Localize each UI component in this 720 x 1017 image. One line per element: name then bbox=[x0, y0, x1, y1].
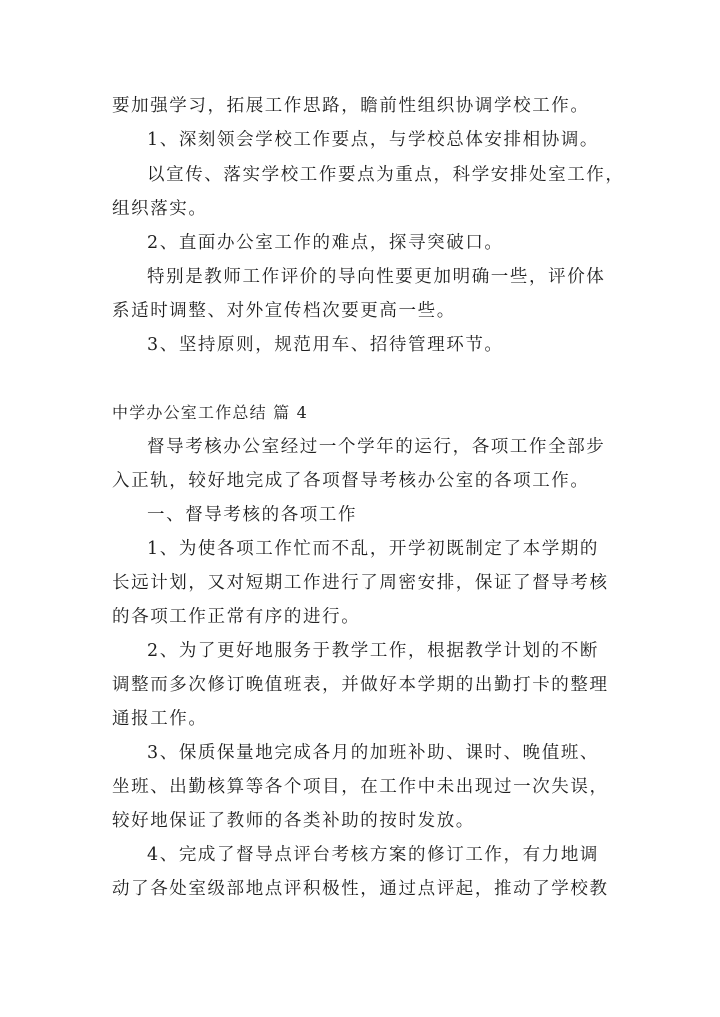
paragraph-line: 动了各处室级部地点评积极性，通过点评起，推动了学校教 bbox=[112, 879, 609, 899]
paragraph-line: 坐班、出勤核算等各个项目，在工作中未出现过一次失误， bbox=[112, 777, 609, 797]
paragraph-line: 要加强学习，拓展工作思路，瞻前性组织协调学校工作。 bbox=[112, 96, 590, 116]
paragraph-line: 调整而多次修订晚值班表，并做好本学期的出勤打卡的整理 bbox=[112, 675, 609, 695]
paragraph-line: 系适时调整、对外宣传档次要更高一些。 bbox=[112, 301, 456, 321]
paragraph-line: 一、督导考核的各项工作 bbox=[147, 505, 358, 525]
paragraph-line: 以宣传、落实学校工作要点为重点，科学安排处室工作， bbox=[147, 165, 625, 185]
paragraph-line: 长远计划，又对短期工作进行了周密安排，保证了督导考核 bbox=[112, 573, 609, 593]
paragraph-line: 督导考核办公室经过一个学年的运行，各项工作全部步 bbox=[147, 437, 606, 457]
paragraph-line: 3、坚持原则，规范用车、招待管理环节。 bbox=[147, 335, 504, 355]
paragraph-line: 2、直面办公室工作的难点，探寻突破口。 bbox=[147, 233, 504, 253]
paragraph-line: 的各项工作正常有序的进行。 bbox=[112, 607, 361, 627]
section-title: 中学办公室工作总结 篇 4 bbox=[112, 403, 308, 422]
paragraph-line: 特别是教师工作评价的导向性要更加明确一些，评价体 bbox=[147, 267, 606, 287]
paragraph-line: 入正轨，较好地完成了各项督导考核办公室的各项工作。 bbox=[112, 471, 590, 491]
paragraph-line: 4、完成了督导点评台考核方案的修订工作，有力地调 bbox=[147, 845, 600, 865]
paragraph-line: 1、深刻领会学校工作要点，与学校总体安排相协调。 bbox=[147, 130, 600, 150]
paragraph-line: 1、为使各项工作忙而不乱，开学初既制定了本学期的 bbox=[147, 539, 600, 559]
paragraph-line: 较好地保证了教师的各类补助的按时发放。 bbox=[112, 811, 475, 831]
paragraph-line: 2、为了更好地服务于教学工作，根据教学计划的不断 bbox=[147, 641, 600, 661]
paragraph-line: 3、保质保量地完成各月的加班补助、课时、晚值班、 bbox=[147, 743, 600, 763]
paragraph-line: 组织落实。 bbox=[112, 199, 208, 219]
paragraph-line: 通报工作。 bbox=[112, 709, 208, 729]
